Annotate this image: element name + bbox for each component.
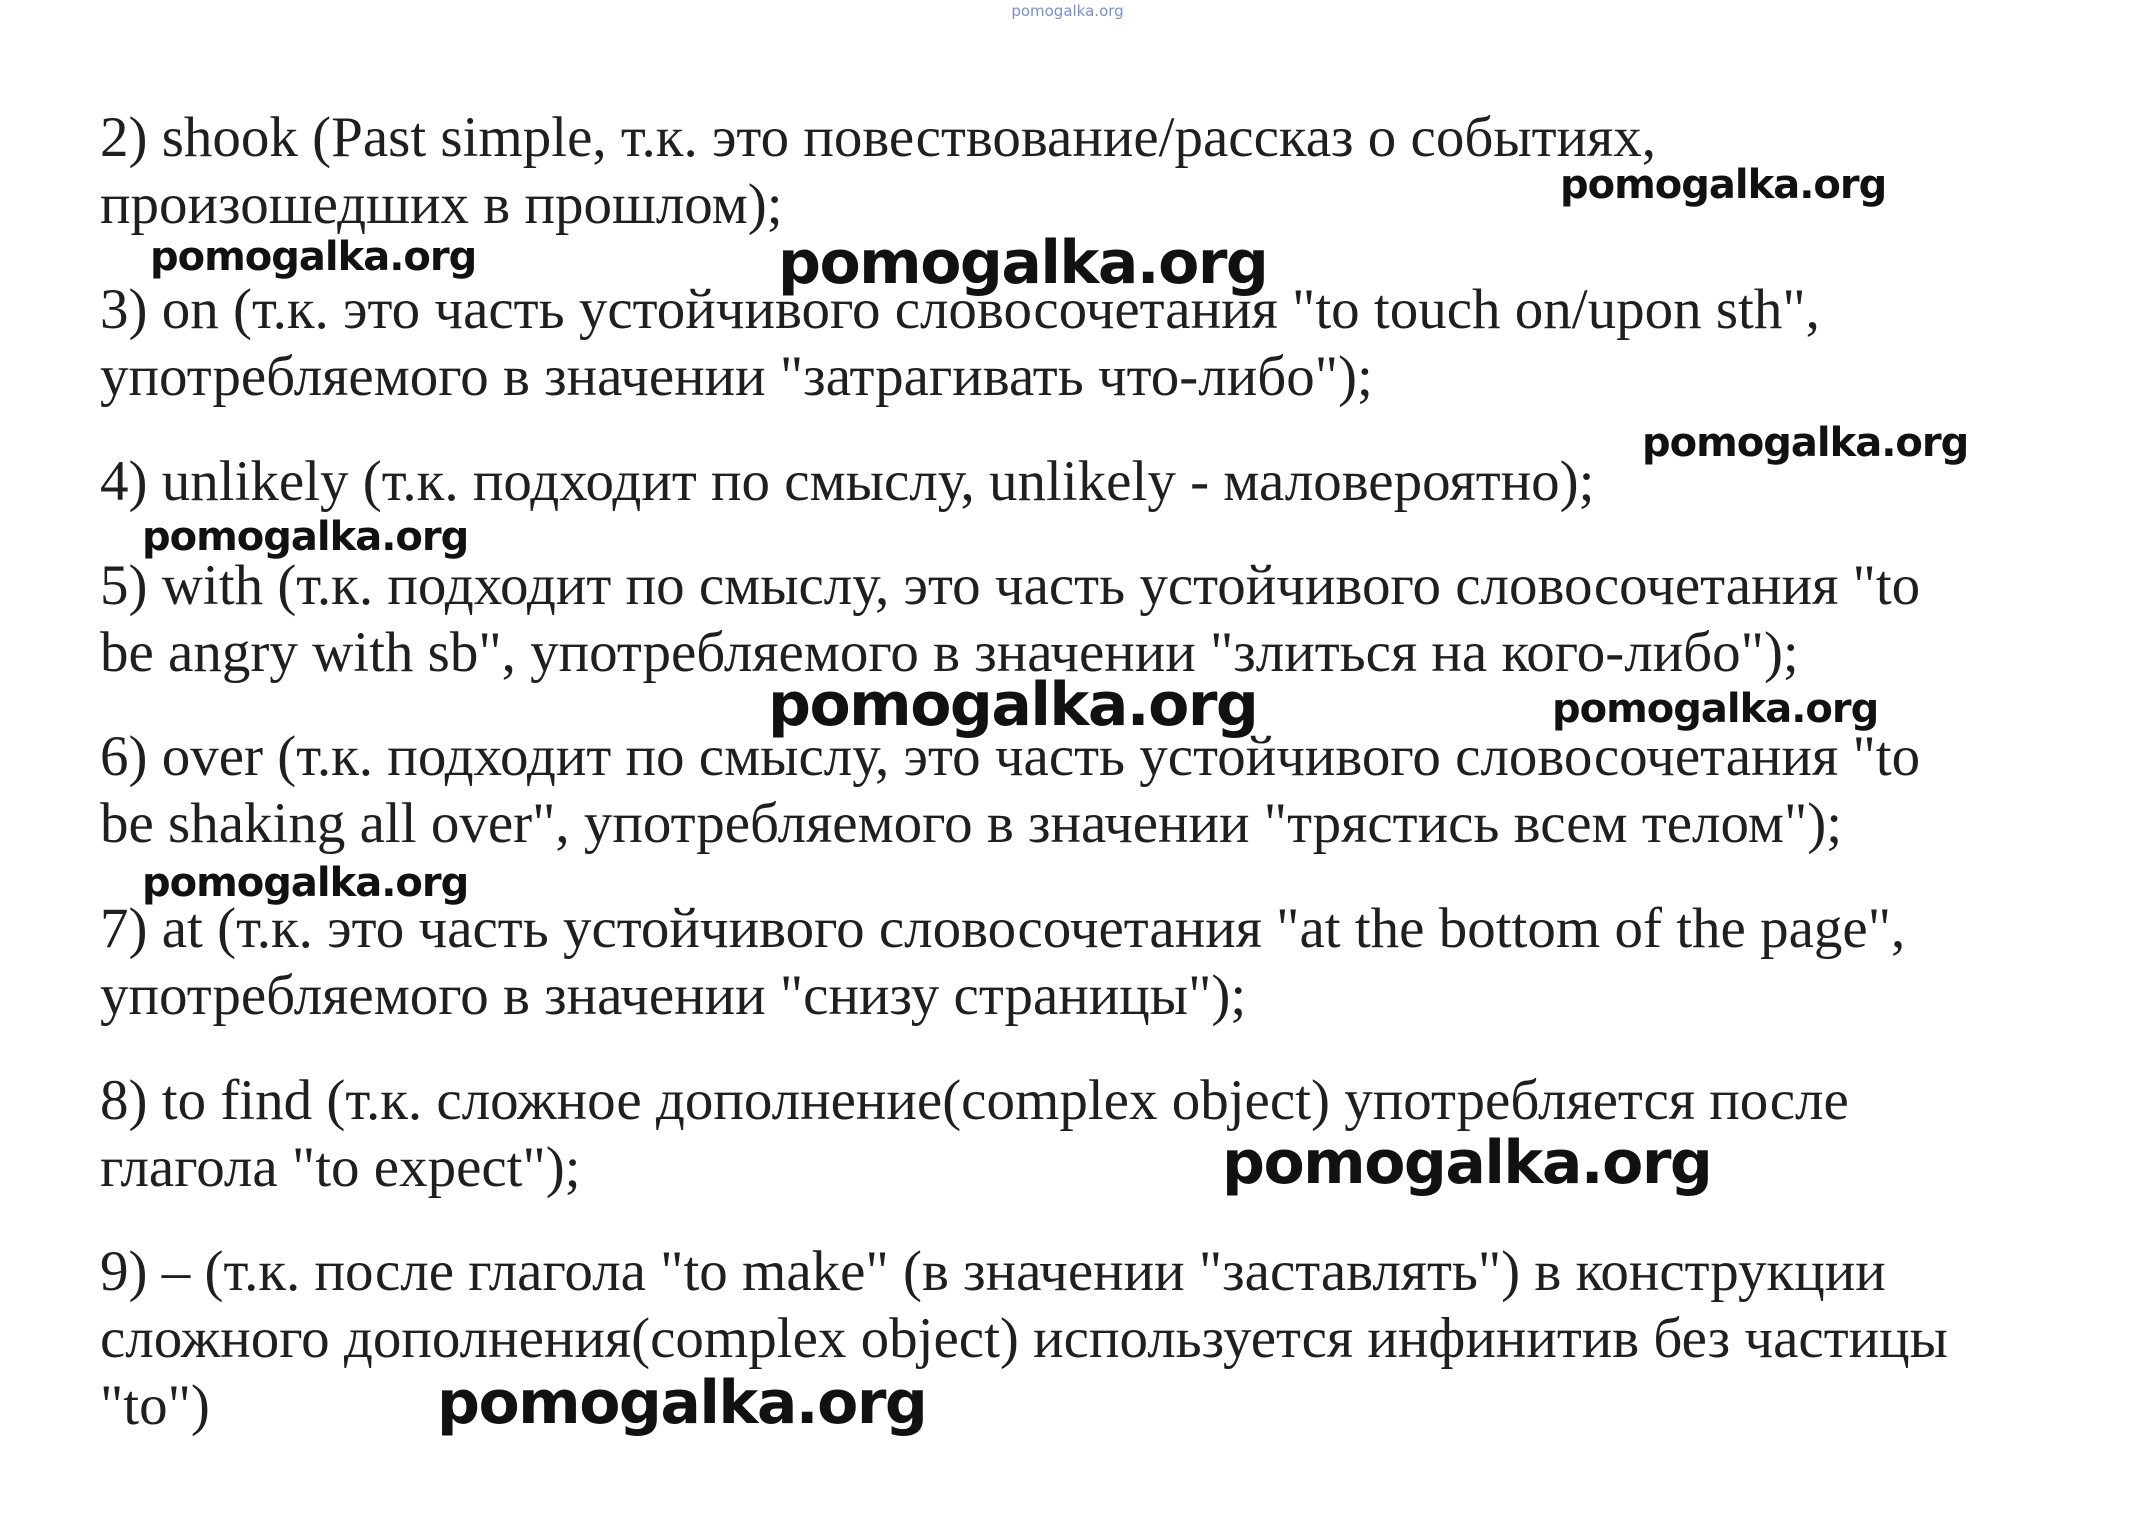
site-mark-header: pomogalka.org [1011, 2, 1124, 20]
answer-line: употребляемого в значении "затрагивать что-либо"); [100, 345, 1373, 408]
watermark: pomogalka.org [768, 670, 1258, 740]
answer-line: 2) shook (Past simple, т.к. это повествование/рассказ о событиях, [100, 106, 1657, 169]
answer-line: 3) on (т.к. это часть устойчивого словосочетания "to touch on/upon sth", [100, 278, 1820, 341]
answer-line: глагола "to expect"); [100, 1136, 581, 1199]
answer-line: be shaking all over", употребляемого в значении "трястись всем телом"); [100, 792, 1843, 855]
answer-item-7 [100, 895, 2060, 1029]
answer-line: 5) with (т.к. подходит по смыслу, это часть устойчивого словосочетания "to [100, 554, 1921, 617]
answer-line: 4) unlikely (т.к. подходит по смыслу, unlikely - маловероятно); [100, 450, 1595, 513]
watermark: pomogalka.org [1642, 420, 1969, 466]
answer-line: "to") [100, 1374, 210, 1437]
answer-line: 7) at (т.к. это часть устойчивого словосочетания "at the bottom of the page", [100, 897, 1906, 960]
answer-line: 9) – (т.к. после глагола "to make" (в значении "заставлять") в конструкции [100, 1240, 1886, 1303]
watermark: pomogalka.org [437, 1368, 927, 1438]
answer-item-8 [100, 1067, 2060, 1201]
answer-line: be angry with sb", употребляемого в значении "злиться на кого-либо"); [100, 621, 1799, 684]
watermark: pomogalka.org [1552, 686, 1879, 732]
answer-item-6 [100, 723, 2060, 857]
answer-line: 6) over (т.к. подходит по смыслу, это часть устойчивого словосочетания "to [100, 725, 1921, 788]
answer-item-9 [100, 1238, 2060, 1439]
watermark: pomogalka.org [150, 234, 477, 280]
watermark: pomogalka.org [778, 228, 1268, 298]
answer-line: сложного дополнения(complex object) используется инфинитив без частицы [100, 1307, 1948, 1370]
answer-line: употребляемого в значении "снизу страницы"); [100, 964, 1247, 1027]
watermark: pomogalka.org [1222, 1128, 1712, 1198]
answer-line: произошедших в прошлом); [100, 173, 783, 236]
answer-line: 8) to find (т.к. сложное дополнение(complex object) употребляется после [100, 1069, 1849, 1132]
answer-item-5 [100, 552, 2060, 686]
watermark: pomogalka.org [142, 860, 469, 906]
watermark: pomogalka.org [142, 514, 469, 560]
watermark: pomogalka.org [1560, 162, 1887, 208]
